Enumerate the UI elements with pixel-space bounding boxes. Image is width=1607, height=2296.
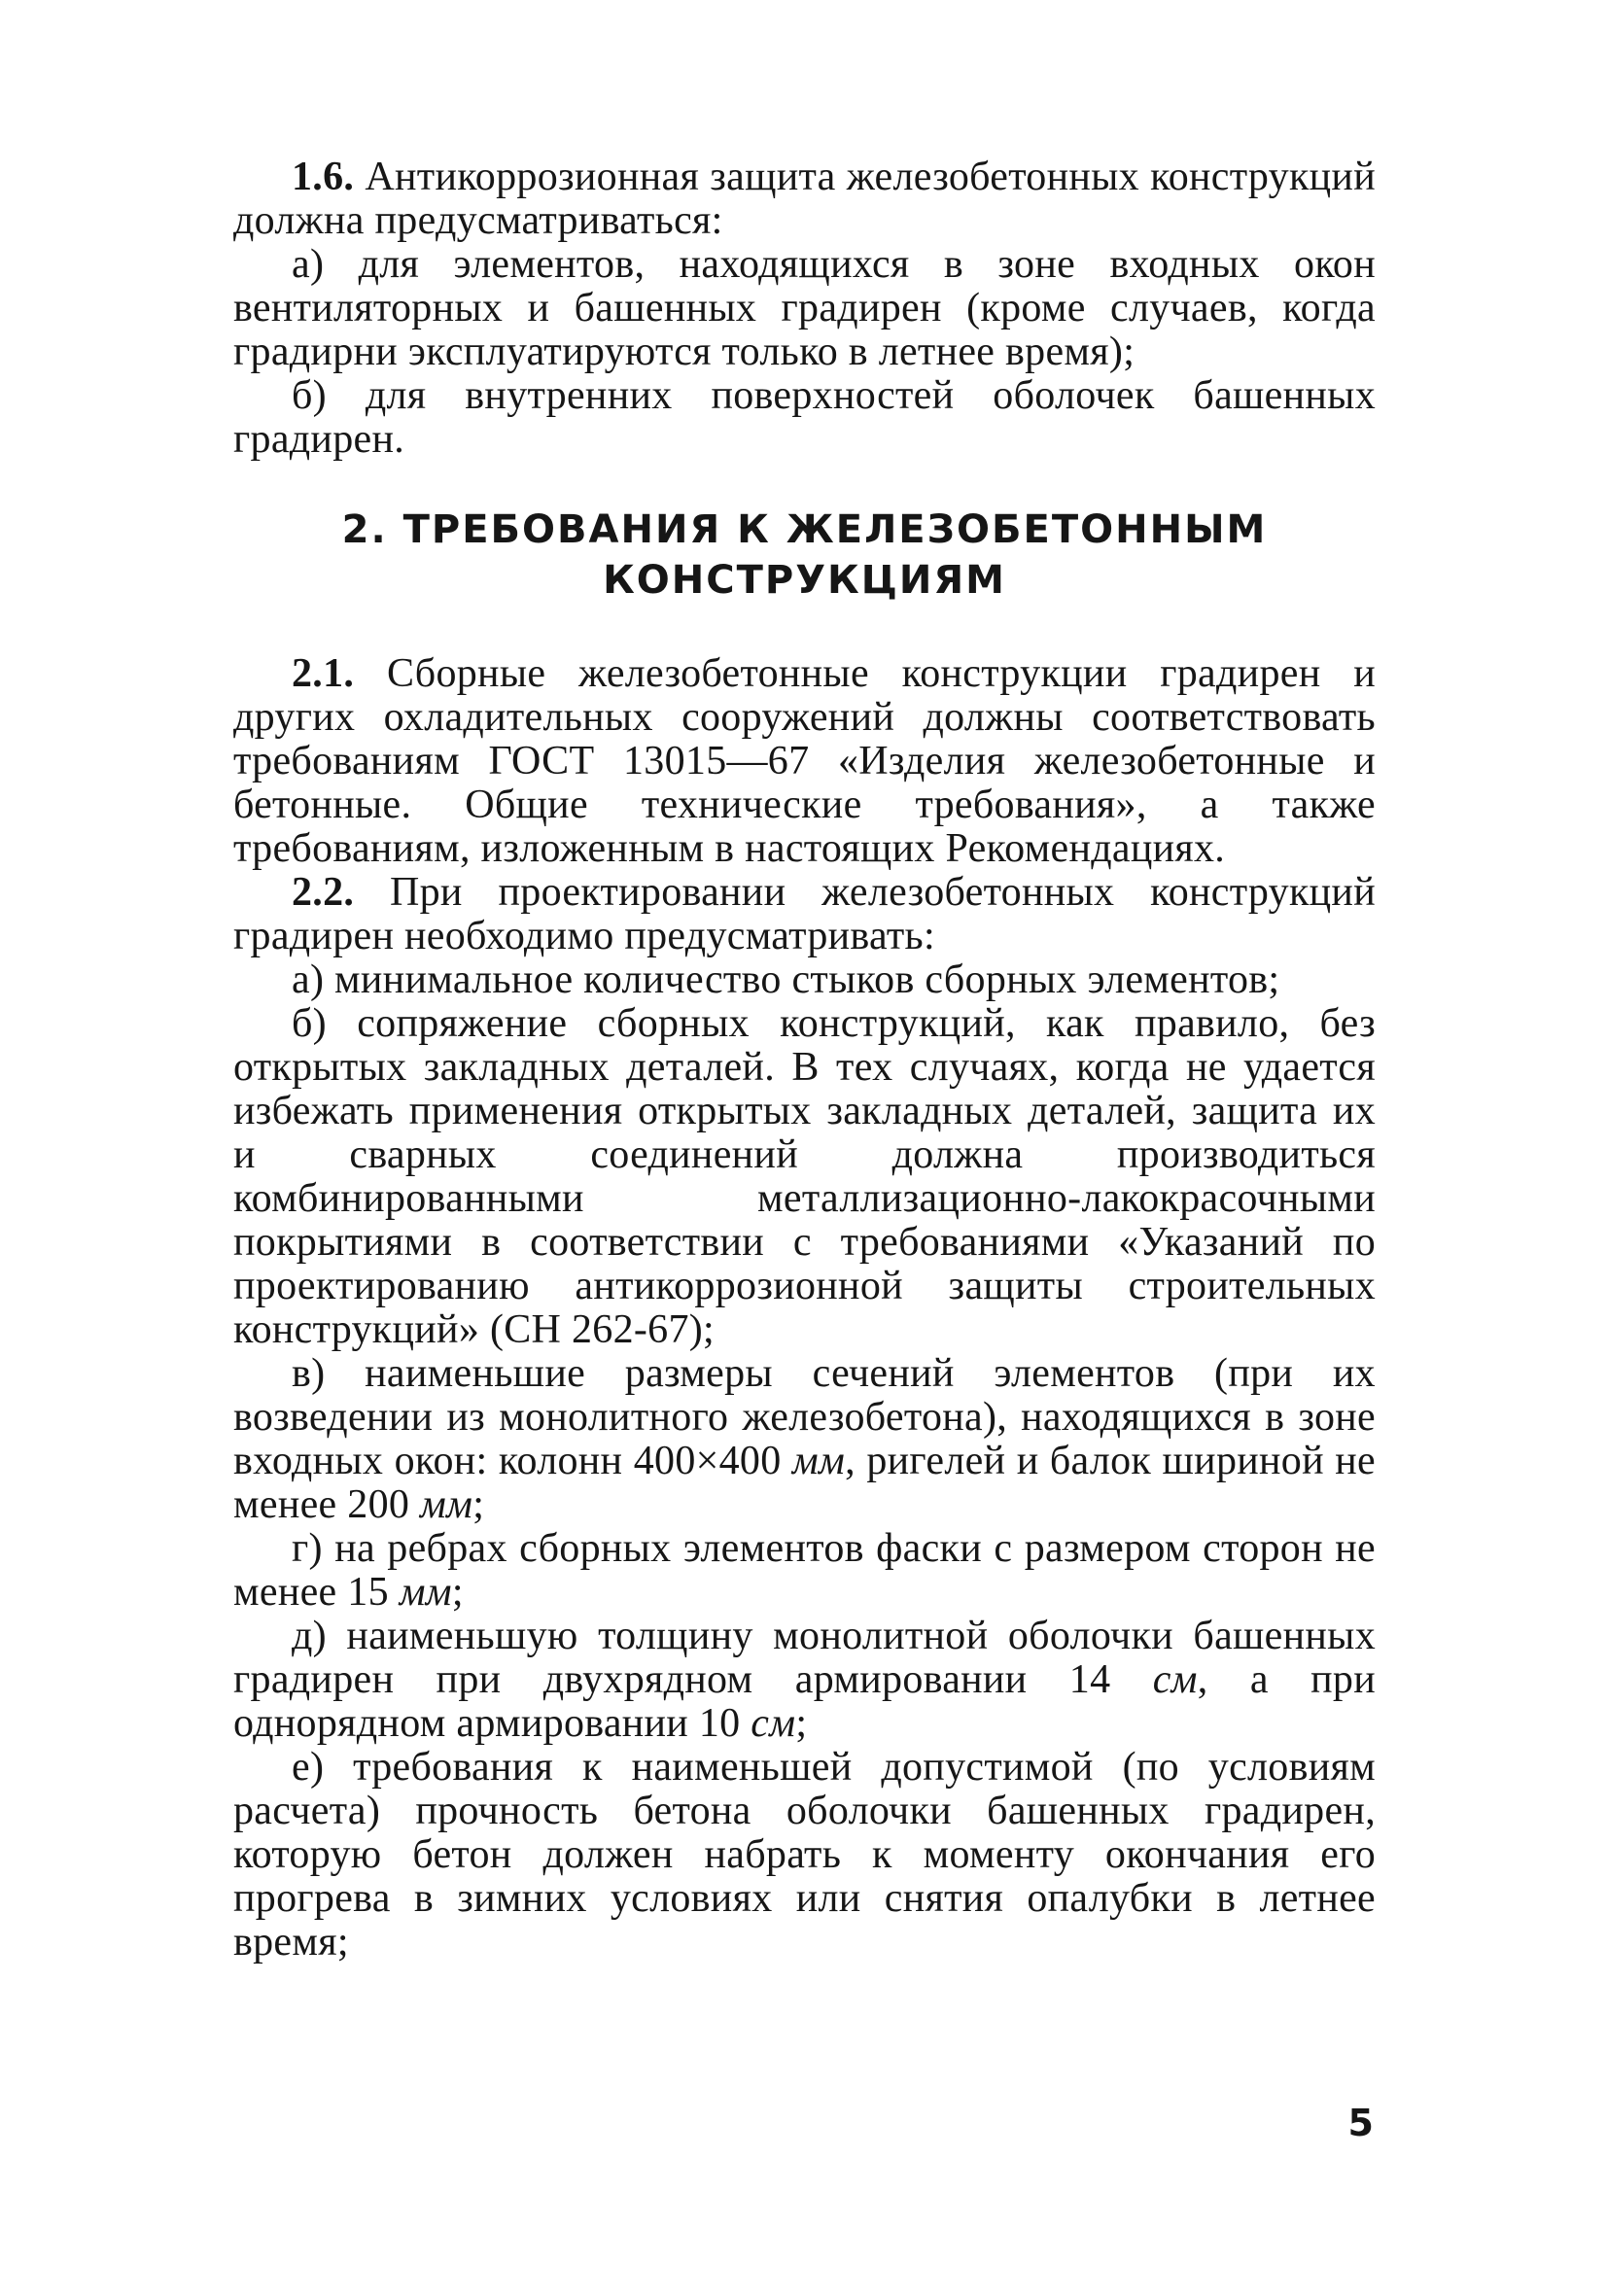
unit-cm: см (751, 1701, 796, 1746)
paragraph-text: Антикоррозионная защита железобетонных конструкций должна предусматриваться: (233, 155, 1376, 243)
unit-mm: мм (399, 1570, 452, 1615)
page-body (233, 156, 1376, 1965)
paragraph-number: 1.6. (292, 155, 355, 199)
section-heading (233, 504, 1376, 606)
unit-cm: см (1152, 1657, 1198, 1702)
paragraph-1-6-b: б) для внутренних поверхностей оболочек башенных градирен. (233, 373, 1376, 462)
paragraph-2-2-b: б) сопряжение сборных конструкций, как правило, без открытых закладных деталей. В тех случаях, когда не удается избежать применения открытых закладных деталей, защита их и сварных соединений должна производиться комбинированными металлизационно-лакокрасочными покрытиями в соответствии с требованиями «Указаний по проектированию антикоррозионной защиты строительных конструкций» (СН 262-67); (233, 1001, 1376, 1352)
paragraph-1-6-a: а) для элементов, находящихся в зоне входных окон вентиляторных и башенных градирен (кроме случаев, когда градирни эксплуатируются только в летнее время); (233, 242, 1376, 374)
paragraph-2-2-g: г) на ребрах сборных элементов фаски с размером сторон не менее 15 мм; (233, 1526, 1376, 1615)
paragraph-text: Сборные железобетонные конструкции градирен и других охладительных сооружений должны соответствовать требованиям ГОСТ 13015—67 «Изделия железобетонные и бетонные. Общие технические требования», а также требованиям, изложенным в настоящих Рекомендациях. (233, 651, 1376, 871)
paragraph-1-6 (233, 156, 1376, 243)
paragraph-2-2-e: е) требования к наименьшей допустимой (по условиям расчета) прочность бетона оболочки башенных градирен, которую бетон должен набрать к моменту окончания его прогрева в зимних условиях или снятия опалубки в летнее время; (233, 1745, 1376, 1965)
paragraph-2-2-a: а) минимальное количество стыков сборных элементов; (292, 957, 1280, 1002)
paragraph-number: 2.2. (292, 870, 355, 915)
section-heading-line-2: КОНСТРУКЦИЯМ (603, 558, 1006, 603)
paragraph-2-2-v: в) наименьшие размеры сечений элементов (при их возведении из монолитного железобетона), находящихся в зоне входных окон: колонн 400×400 мм, ригелей и балок шириной не менее 200 мм; (233, 1351, 1376, 1527)
paragraph-number: 2.1. (292, 651, 355, 696)
paragraph-2-1 (233, 652, 1376, 871)
unit-mm: мм (419, 1482, 473, 1527)
unit-mm: мм (791, 1439, 846, 1483)
paragraph-2-2 (233, 871, 1376, 958)
paragraph-2-2-d: д) наименьшую толщину монолитной оболочки башенных градирен при двухрядном армировании 14 см, а при однорядном армировании 10 см; (233, 1614, 1376, 1746)
section-heading-line-1: 2. ТРЕБОВАНИЯ К ЖЕЛЕЗОБЕТОННЫМ (341, 507, 1268, 552)
page-number: 5 (1347, 2102, 1374, 2144)
paragraph-text: При проектировании железобетонных конструкций градирен необходимо предусматривать: (233, 870, 1376, 958)
